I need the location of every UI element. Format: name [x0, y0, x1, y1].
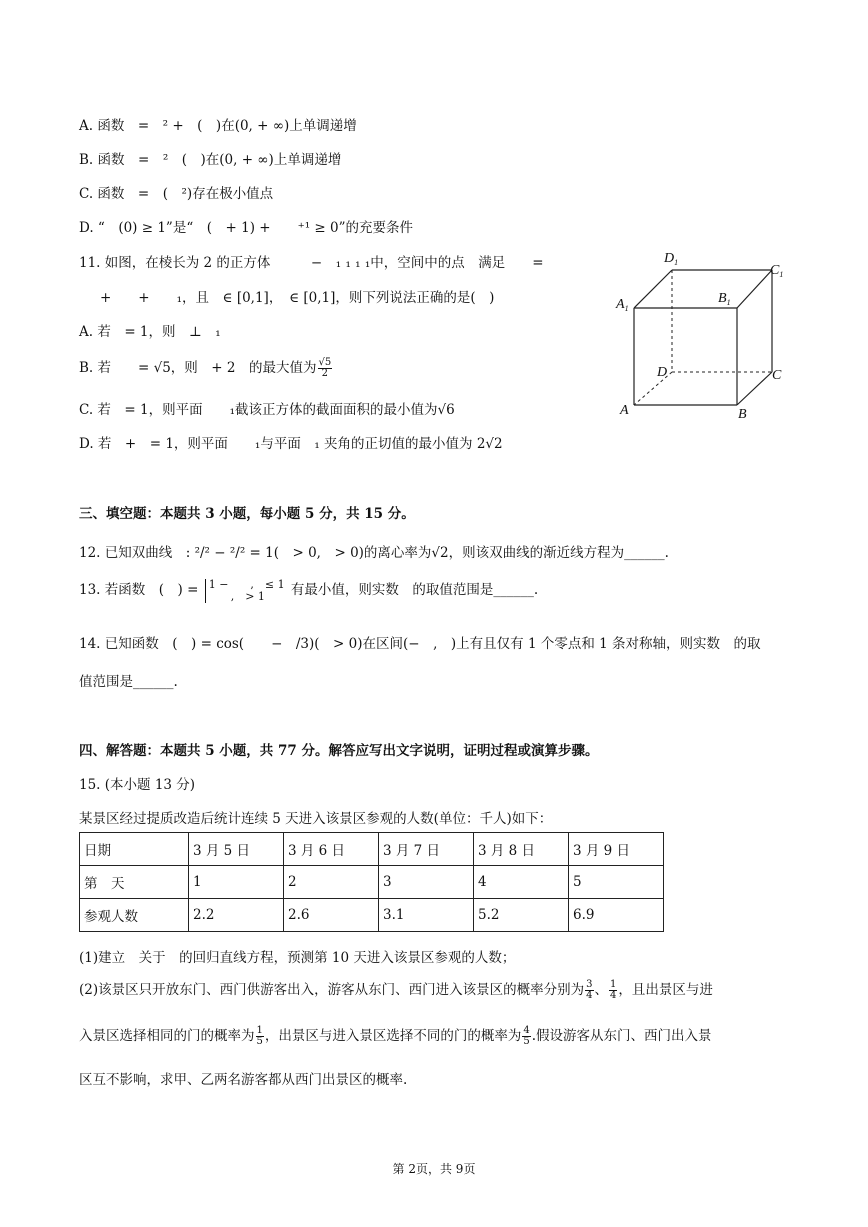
q10-option-b: B. 函数 = ² ( )在(0, + ∞)上单调递增 [79, 152, 342, 168]
q15-part2-line3: 区互不影响，求甲、乙两名游客都从西门出景区的概率. [79, 1072, 408, 1088]
q15-intro: 某景区经过提质改造后统计连续 5 天进入该景区参观的人数(单位：千人)如下： [79, 811, 553, 827]
table-cell: 4 [474, 866, 569, 899]
table-cell: 2 [284, 866, 379, 899]
fraction-numerator: 4 [523, 1025, 530, 1036]
q11-option-c: C. 若 = 1，则平面 ₁截该正方体的截面面积的最小值为√6 [79, 402, 455, 418]
q13-pre: 13. 若函数 ( ) = [79, 582, 199, 598]
q14-line2: 值范围是______. [79, 674, 178, 690]
q15-part2-text: .假设游客从东门、西门出入景 [531, 1028, 712, 1044]
table-row [80, 899, 664, 932]
fraction-numerator: 1 [256, 1025, 263, 1036]
fraction-4-5 [522, 1026, 530, 1047]
fraction-numerator: 1 [610, 979, 617, 990]
table-cell: 5 [569, 866, 664, 899]
fraction-3-4 [585, 980, 593, 1001]
q14-line1: 14. 已知函数 ( ) = cos( − /3)( > 0)在区间(− , )上有且仅有 1 个零点和 1 条对称轴，则实数 的取 [79, 636, 761, 652]
table-cell: 3 月 5 日 [189, 833, 284, 866]
q13-case-2: , > 1 [208, 589, 265, 603]
table-cell: 2.2 [189, 899, 284, 932]
fraction-1-4 [609, 980, 617, 1001]
table-row [80, 833, 664, 866]
table-cell: 3 月 7 日 [379, 833, 474, 866]
fraction-denominator: 4 [610, 990, 617, 1001]
table-cell: 第 天 [80, 866, 189, 899]
q15-part2-sep: 、 [594, 982, 608, 998]
q15-part2-line1 [79, 978, 713, 1001]
q10-option-d: D. “ (0) ≥ 1”是“ ( + 1) + ⁺¹ ≥ 0”的充要条件 [79, 220, 413, 236]
q15-part1: (1)建立 关于 的回归直线方程，预测第 10 天进入该景区参观的人数； [79, 950, 516, 966]
fraction-numerator: √5 [318, 357, 332, 368]
q10-option-c: C. 函数 = ( ²)存在极小值点 [79, 186, 274, 202]
q13-piecewise [205, 579, 285, 603]
fraction-denominator: 5 [523, 1036, 530, 1047]
q11-option-d: D. 若 + = 1，则平面 ₁与平面 ₁ 夹角的正切值的最小值为 2√2 [79, 436, 503, 452]
label-c1: $C_1$ [770, 263, 784, 279]
q12: 12. 已知双曲线 : ²/² − ²/² = 1( > 0, > 0)的离心率为√2，则该双曲线的渐近线方程为______. [79, 545, 669, 561]
table-cell: 3 [379, 866, 474, 899]
q13 [79, 578, 538, 603]
label-c: C [772, 368, 782, 383]
section-3-heading: 三、填空题：本题共 3 小题，每小题 5 分，共 15 分。 [79, 506, 415, 522]
q15-part2-text: 入景区选择相同的门的概率为 [79, 1028, 255, 1044]
fraction-denominator: 2 [321, 368, 329, 379]
page-footer: 第 2页，共 9页 [392, 1162, 476, 1176]
fraction-numerator: 3 [586, 979, 593, 990]
table-cell: 3 月 8 日 [474, 833, 569, 866]
q15-part2-text: ，出景区与进入景区选择不同的门的概率为 [264, 1028, 522, 1044]
section-4-heading: 四、解答题：本题共 5 小题，共 77 分。解答应写出文字说明，证明过程或演算步骤。 [79, 743, 599, 759]
table-cell: 5.2 [474, 899, 569, 932]
label-d1: $D_1$ [664, 251, 679, 267]
q15-header: 15. (本小题 13 分) [79, 777, 196, 793]
table-cell: 日期 [80, 833, 189, 866]
q15-part2-text: (2)该景区只开放东门、西门供游客出入，游客从东门、西门进入该景区的概率分别为 [79, 982, 585, 998]
visitor-table [79, 832, 664, 932]
table-row [80, 866, 664, 899]
q11-option-a: A. 若 = 1，则 ⊥ ₁ [79, 324, 221, 340]
cube-edge [737, 270, 772, 308]
q11-option-b-fraction [318, 358, 333, 379]
table-cell: 6.9 [569, 899, 664, 932]
table-cell: 参观人数 [80, 899, 189, 932]
table-cell: 3 月 9 日 [569, 833, 664, 866]
cube-figure [612, 250, 792, 425]
q13-post: 有最小值，则实数 的取值范围是______. [290, 582, 539, 598]
q13-case-1: 1 − , ≤ 1 [208, 577, 285, 591]
label-b: B [738, 407, 747, 422]
label-a1: $A_1$ [616, 297, 629, 313]
q11-stem-line1: 11. 如图，在棱长为 2 的正方体 − ₁ ₁ ₁ ₁中，空间中的点 满足 = [79, 255, 544, 271]
label-b1: $B_1$ [718, 291, 731, 307]
q15-part2-line2 [79, 1024, 712, 1047]
table-cell: 2.6 [284, 899, 379, 932]
label-a: A [620, 403, 629, 418]
q15-part2-text: ，且出景区与进 [618, 982, 713, 998]
cube-edge [737, 372, 772, 405]
table-cell: 3.1 [379, 899, 474, 932]
q10-option-a: A. 函数 = ² + ( )在(0, + ∞)上单调递增 [79, 118, 357, 134]
q11-option-b [79, 356, 333, 379]
q11-option-b-text: B. 若 = √5，则 + 2 的最大值为 [79, 360, 317, 376]
label-d: D [657, 365, 668, 380]
fraction-denominator: 4 [586, 990, 593, 1001]
table-cell: 3 月 6 日 [284, 833, 379, 866]
q11-stem-line2: + + ₁，且 ∈ [0,1]， ∈ [0,1]，则下列说法正确的是( ) [100, 290, 495, 306]
table-cell: 1 [189, 866, 284, 899]
fraction-denominator: 5 [256, 1036, 263, 1047]
cube-edge [634, 270, 672, 308]
fraction-1-5 [256, 1026, 264, 1047]
